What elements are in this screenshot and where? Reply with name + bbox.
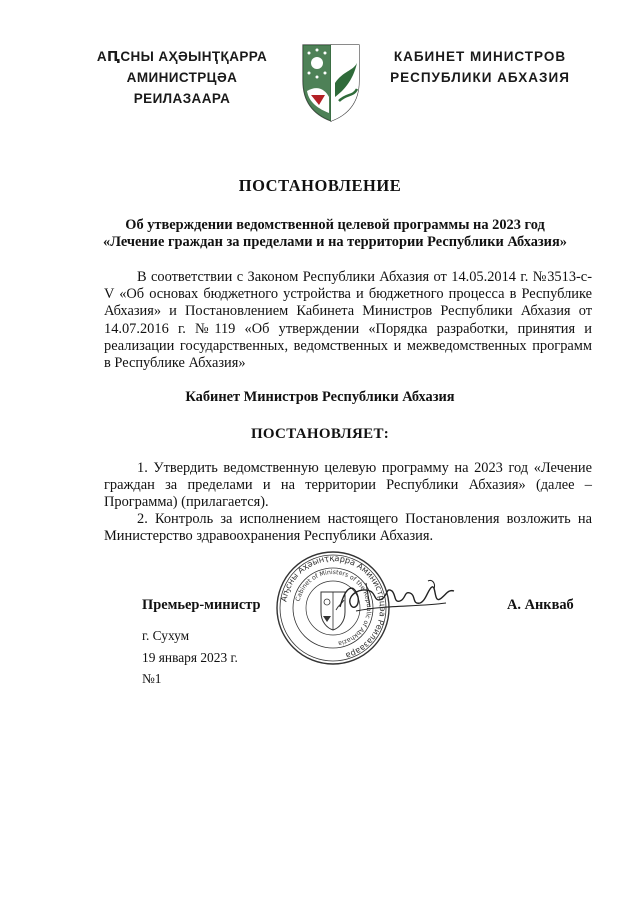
header-left-line2: АМИНИСТРЦӘА РЕИЛАЗААРА <box>126 70 238 106</box>
document-number: №1 <box>142 671 162 686</box>
stamp-inner-text: Cabinet of Ministers of the Republic of Abkhazia <box>294 568 373 647</box>
item-2-paragraph: 2. Контроль за исполнением настоящего Постановления возложить на Министерство здравоохранения Республики Абхазия. <box>104 511 592 545</box>
resolves-heading: ПОСТАНОВЛЯЕТ: <box>250 426 390 442</box>
issuer-line: Кабинет Министров Республики Абхазия <box>185 389 455 405</box>
document-title: ПОСТАНОВЛЕНИЕ <box>238 176 402 195</box>
signer-position: Премьер-министр <box>142 597 261 613</box>
subtitle-line2: «Лечение граждан за пределами и на территории Республики Абхазия» <box>103 234 567 250</box>
header-right-line2: РЕСПУБЛИКИ АБХАЗИЯ <box>390 70 570 85</box>
handwritten-signature <box>336 577 462 619</box>
header-right-line1: КАБИНЕТ МИНИСТРОВ <box>393 49 567 64</box>
coat-of-arms-icon <box>299 41 363 125</box>
signer-name: А. Анкваб <box>507 597 574 613</box>
header-abkhaz-title <box>82 46 282 109</box>
item-1-paragraph: 1. Утвердить ведомственную целевую программу на 2023 год «Лечение граждан за пределами и на территории Республики Абхазия» (далее – Программа) (прилагается). <box>104 460 592 511</box>
document-subtitle <box>70 217 600 251</box>
preamble-paragraph: В соответствии с Законом Республики Абхазия от 14.05.2014 г. №3513-с-V «Об основах бюджетного устройства и бюджетного процесса в Республике Абхазия» и Постановлением Кабинета Министров Республики Абхазия от 14.07.2016 г. №119 «Об утверждении «Порядка разработки, принятия и реализации государственных, ведомственных и межведомственных программ в Республике Абхазия» <box>104 269 592 372</box>
issue-date: 19 января 2023 г. <box>142 650 238 665</box>
header-russian-title <box>382 46 578 88</box>
subtitle-line1: Об утверждении ведомственной целевой программы на 2023 год <box>125 217 545 233</box>
issue-city: г. Сухум <box>142 628 190 643</box>
header-left-line1: АԤСНЫ АҲӘЫНҬҚАРРА <box>96 49 268 64</box>
stamp-outer-text: Аҧсны Аҳәынҭқарра Аминистрцәа Реилазаара <box>278 552 389 662</box>
